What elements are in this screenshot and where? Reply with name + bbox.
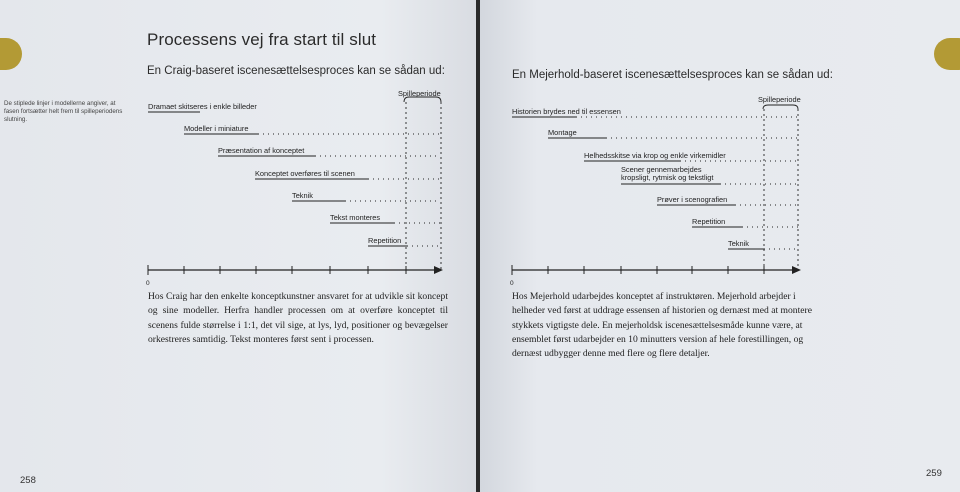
page-number-right: 259 [926,468,942,479]
spilleperiode-label: Spilleperiode [398,89,441,98]
step-label: Tekst monteres [330,213,381,222]
step-label: Montage [548,128,577,137]
spilleperiode-label: Spilleperiode [758,95,801,104]
step-label: Repetition [368,236,402,245]
time-axis-arrow [792,266,801,274]
left-page [0,0,476,492]
chapter-tab-left [0,38,22,70]
axis-origin-label: 0 [146,280,150,287]
step-label: Repetition [692,217,726,226]
page-title: Processens vej fra start til slut [147,30,377,49]
mejerhold-subtitle: En Mejerhold-baseret iscenesættelsesproces kan se sådan ud: [512,69,833,81]
craig-subtitle: En Craig-baseret iscenesættelsesproces kan se sådan ud: [147,65,445,77]
period-bracket [763,105,798,109]
sidenote: De stiplede linjer i modellerne angiver, at fasen fortsætter helt frem til spilleperiodens slutning. [4,100,123,123]
step-label: Helhedsskitse via krop og enkle virkemidler [584,151,726,160]
step-label-line-2: kropsligt, rytmisk og tekstligt [621,173,714,182]
step-label: Konceptet overføres til scenen [255,169,355,178]
step-label: Prøver i scenografien [657,195,728,204]
step-label-line-1: Scener gennemarbejdes [621,165,702,174]
mejerhold-body-text: Hos Mejerhold udarbejdes konceptet af instruktøren. Mejerhold arbejder i helheder ved først at uddrage essensen af historien og dernæst med at montere stykkets vigtigste dele. En mejerholdsk iscenesættelsesmåde kunne være, at ensemblet først udarbejder en 10 minutters version af hele forestillingen, og dernæst udbygger denne med flere og flere detaljer. [512,291,812,360]
axis-origin-label: 0 [510,280,514,287]
step-label: Dramaet skitseres i enkle billeder [148,102,257,111]
craig-body-text: Hos Craig har den enkelte konceptkunstner ansvaret for at udvikle sit koncept og sine modeller. Herfra handler processen om at overføre konceptet til scenens fulde størrelse i 1:1, det vil sige, at lys, lyd, positioner og bevægelser orkestreres samtidig. Tekst monteres først sent i processen. [148,291,448,345]
step-label: Teknik [728,239,749,248]
step-label: Historien brydes ned til essensen [512,107,621,116]
page-number-left: 258 [20,475,36,486]
right-page [480,0,960,492]
time-axis-arrow [434,266,443,274]
step-label: Præsentation af konceptet [218,146,305,155]
step-label: Teknik [292,191,313,200]
chapter-tab-right [934,38,960,70]
step-label: Modeller i miniature [184,124,249,133]
